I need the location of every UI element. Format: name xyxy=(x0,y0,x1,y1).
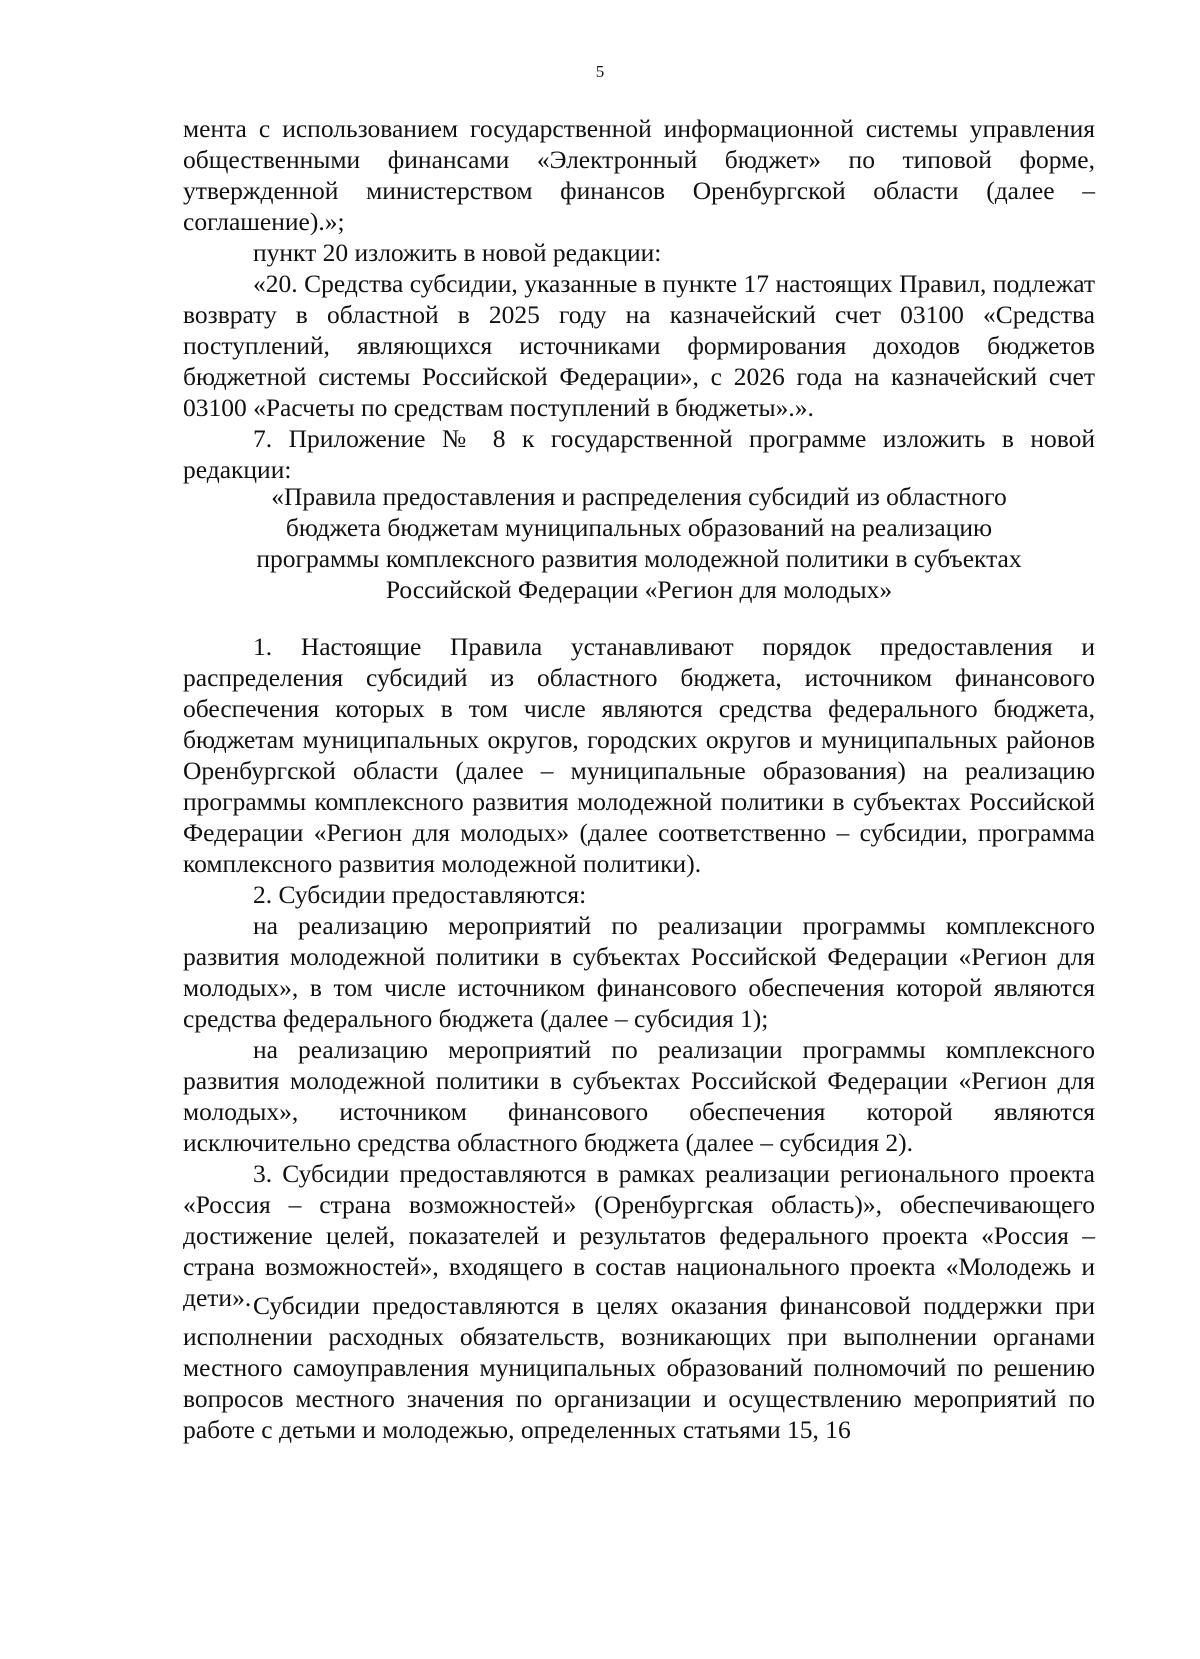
paragraph-rule-3: 3. Субсидии предоставляются в рамках реализации регионального проекта «Россия – страна возможностей» (Оренбургская область)», обеспечивающего достижение целей, показателей и результатов федерального проекта «Россия – страна возможностей», входящего в состав национального проекта «Молодежь и дети». xyxy=(183,1159,1095,1312)
text-block-rules xyxy=(183,631,1095,1313)
paragraph-rule-2-subsidy-1: на реализацию мероприятий по реализации программы комплексного развития молодежной политики в субъектах Российской Федерации «Регион для молодых», в том числе источником финансового обеспечения которой являются средства федерального бюджета (далее – субсидия 1); xyxy=(183,911,1095,1033)
paragraph-amend-point-20: пункт 20 изложить в новой редакции: xyxy=(253,238,662,267)
paragraph-rule-2-subsidy-2: на реализацию мероприятий по реализации программы комплексного развития молодежной политики в субъектах Российской Федерации «Регион для молодых», источником финансового обеспечения которой являются исключительно средства областного бюджета (далее – субсидия 2). xyxy=(183,1035,1095,1157)
paragraph-point-20-text: «20. Средства субсидии, указанные в пункте 17 настоящих Правил, подлежат возврату в областной в 2025 году на казначейский счет 03100 «Средства поступлений, являющихся источниками формирования доходов бюджетов бюджетной системы Российской Федерации», с 2026 года на казначейский счет 03100 «Расчеты по средствам поступлений в бюджеты».». xyxy=(183,269,1095,422)
page-number: 5 xyxy=(595,62,605,81)
rules-title-line: бюджета бюджетам муниципальных образований на реализацию xyxy=(285,513,993,542)
rules-title-line: «Правила предоставления и распределения субсидий из областного xyxy=(271,482,1007,511)
text-block-upper xyxy=(183,113,1095,485)
paragraph-rule-2: 2. Субсидии предоставляются: xyxy=(253,880,587,909)
paragraph-item-7: 7. Приложение № 8 к государственной программе изложить в новой редакции: xyxy=(183,424,1095,484)
rules-title-line: Российской Федерации «Регион для молодых» xyxy=(385,575,893,604)
text-block-lower xyxy=(183,1290,1095,1445)
paragraph-subsidy-purpose: Субсидии предоставляются в целях оказания финансовой поддержки при исполнении расходных обязательств, возникающих при выполнении органами местного самоуправления муниципальных образований полномочий по решению вопросов местного значения по организации и осуществлению мероприятий по работе с детьми и молодежью, определенных статьями 15, 16 xyxy=(183,1291,1095,1444)
rules-title xyxy=(183,481,1095,605)
rules-title-line: программы комплексного развития молодежной политики в субъектах xyxy=(256,544,1022,573)
paragraph-rule-1: 1. Настоящие Правила устанавливают порядок предоставления и распределения субсидий из областного бюджета, источником финансового обеспечения которых в том числе являются средства федерального бюджета, бюджетам муниципальных округов, городских округов и муниципальных районов Оренбургской области (далее – муниципальные образования) на реализацию программы комплексного развития молодежной политики в субъектах Российской Федерации «Регион для молодых» (далее соответственно – субсидии, программа комплексного развития молодежной политики). xyxy=(183,632,1095,878)
paragraph-continuation: мента с использованием государственной информационной системы управления общественными финансами «Электронный бюджет» по типовой форме, утвержденной министерством финансов Оренбургской области (далее – соглашение).»; xyxy=(183,114,1095,236)
